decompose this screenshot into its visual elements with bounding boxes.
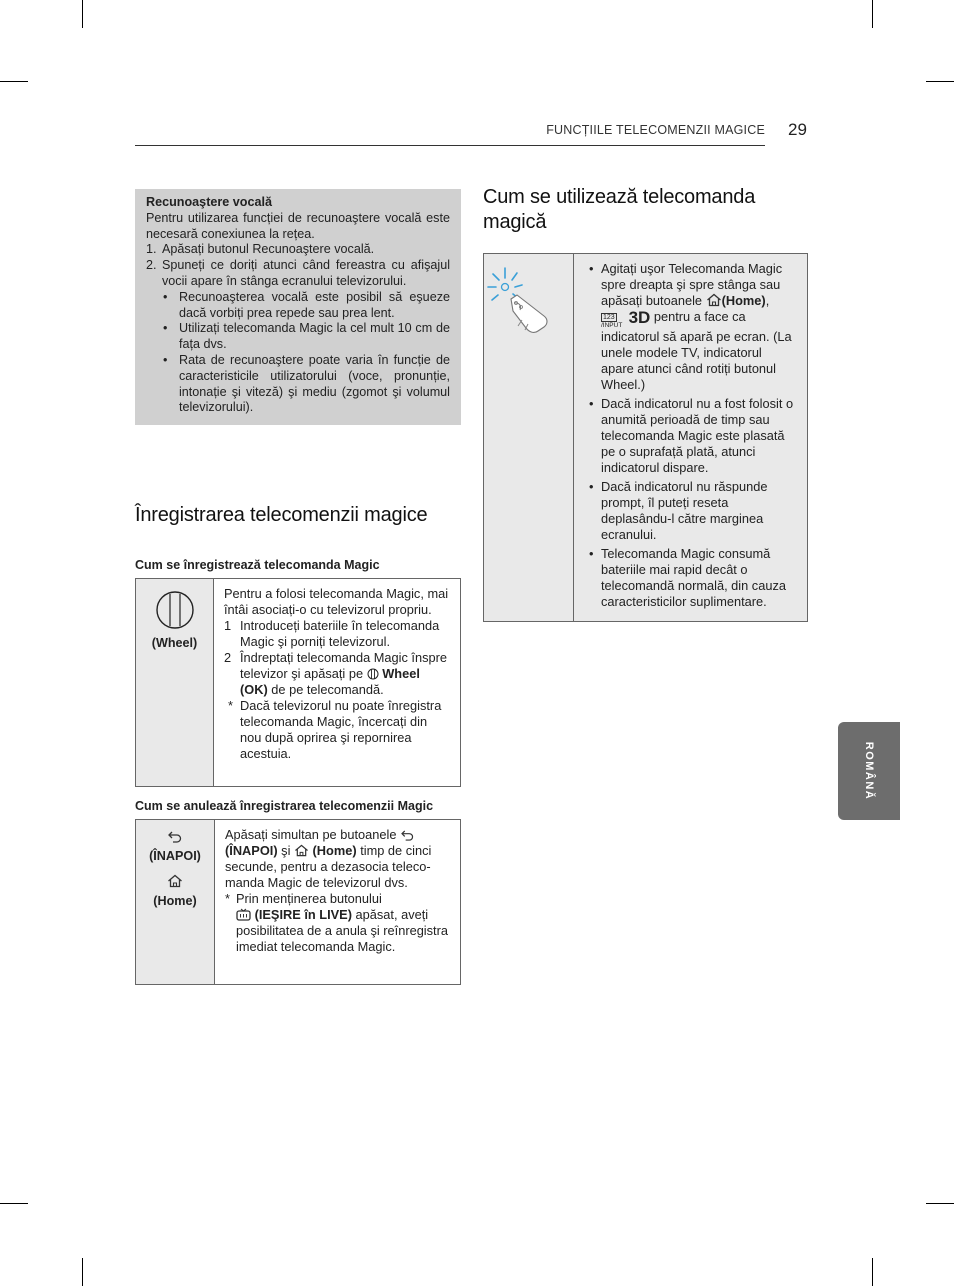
list-item: • Recunoaşterea vocală este posibil să eşueze dacă vorbiți prea repede sau prea lent. <box>146 290 450 322</box>
home-icon <box>706 293 722 307</box>
wheel-icon <box>155 590 195 630</box>
list-item <box>146 242 450 258</box>
back-button-ref: (ÎNAPOI) <box>225 843 278 858</box>
crop-mark <box>926 81 954 82</box>
button-icons-cell <box>136 820 215 985</box>
note-text: apăsat, aveți posibilitatea de a anula şi reînregistra imediat telecomanda Magic. <box>236 907 448 954</box>
bullet-text: pentru a face ca indicatorul să apară pe ecran. (La unele modele TV, indicatorul apare atunci când rotiți butonul Wheel.) <box>601 309 792 392</box>
note-mark: * <box>228 698 233 713</box>
list-item: • Rata de recunoaştere poate varia în funcție de caracteristicile utilizatorului (voce, pronunție, intonație şi viteză) şi mediu (zgomot şi volumul televizorului). <box>146 353 450 416</box>
cancel-text <box>225 827 450 891</box>
voice-box-intro: Pentru utilizarea funcției de recunoaştere vocală este necesară conexiunea la rețea. <box>146 210 450 241</box>
header-divider <box>135 145 765 146</box>
list-item: • Telecomanda Magic consumă bateriile mai rapid decât o telecomandă normală, din cauza caracteristicilor suplimentare. <box>589 546 795 610</box>
step-number: 1. <box>146 242 157 257</box>
back-icon <box>167 831 183 843</box>
header-title: FUNCȚIILE TELECOMENZII MAGICE <box>546 123 765 137</box>
cancel-text-part: Apăsați simultan pe butoanele <box>225 827 397 842</box>
list-item <box>224 698 450 762</box>
crop-mark <box>872 1258 873 1286</box>
step-text: Introduceți bateriile în telecomanda Magic şi porniți televizorul. <box>240 618 440 649</box>
usage-instructions <box>574 254 808 622</box>
step-text: Apăsați butonul Recunoaştere vocală. <box>162 242 375 257</box>
input-button-icon <box>601 313 625 329</box>
home-icon <box>294 844 309 857</box>
step-text: Îndreptați telecomanda Magic înspre televizor şi apăsați pe <box>240 650 447 681</box>
register-table <box>135 578 461 787</box>
crop-mark <box>0 1203 28 1204</box>
step-number: 2. <box>146 258 157 273</box>
crop-mark <box>872 0 873 28</box>
wheel-label: (Wheel) <box>151 636 198 650</box>
cancel-text-part: şi <box>281 843 291 858</box>
note-text: Prin menținerea butonului <box>236 891 382 906</box>
language-label: ROMÂNĂ <box>863 741 875 801</box>
voice-steps <box>146 242 450 289</box>
step-text: de pe telecomandă. <box>271 682 384 697</box>
list-item: • Utilizați telecomanda Magic la cel mult 10 cm de fața dvs. <box>146 321 450 353</box>
language-tab <box>838 722 900 820</box>
heading-line: magică <box>483 211 547 233</box>
home-button-ref: (Home) <box>721 293 766 308</box>
subheading-register: Cum se înregistrează telecomanda Magic <box>135 558 380 572</box>
home-label: (Home) <box>153 894 197 908</box>
list-item: • Dacă indicatorul nu răspunde prompt, îl puteți reseta deplasându-l către marginea ecranului. <box>589 479 795 543</box>
note-mark: * <box>225 891 230 906</box>
unregister-instructions <box>215 820 461 985</box>
subheading-unregister: Cum se anulează înregistrarea telecomenzii Magic <box>135 799 434 813</box>
page-number: 29 <box>788 120 807 139</box>
list-item <box>224 618 450 650</box>
number-icon: 123 <box>603 314 615 321</box>
step-number: 1 <box>224 618 232 633</box>
voice-recognition-box <box>135 189 461 425</box>
input-label: /INPUT <box>601 322 623 329</box>
live-button-ref: (IEŞIRE în LIVE) <box>254 907 352 922</box>
remote-image-cell <box>484 254 574 622</box>
cancel-text-part: timp de cinci secunde, pentru a dezasocia teleco-manda Magic de televizorul dvs. <box>225 843 432 890</box>
list-item: • Dacă indicatorul nu a fost folosit o anumită perioadă de timp sau telecomanda Magic este plasată pe o suprafață plată, atunci indicatorul dispare. <box>589 396 795 476</box>
register-instructions <box>214 579 461 787</box>
crop-mark <box>82 1258 83 1286</box>
register-intro: Pentru a folosi telecomanda Magic, mai întâi asociați-o cu televizorul propriu. <box>224 586 449 617</box>
step-number: 2 <box>224 650 232 665</box>
crop-mark <box>0 81 28 82</box>
section-heading-register: Înregistrarea telecomenzii magice <box>135 504 428 526</box>
wheel-ok-label: Wheel (OK) <box>240 666 420 697</box>
usage-bullets <box>589 261 795 610</box>
note-text: Dacă televizorul nu poate înregistra telecomanda Magic, încercați din nou după oprirea şi repornirea acestuia. <box>240 698 442 761</box>
voice-box-title: Recunoaştere vocală <box>146 195 272 209</box>
step-text: Spuneți ce doriți atunci când fereastra cu afişajul vocii apare în stânga ecranului televizorului. <box>162 258 450 288</box>
home-icon <box>167 874 183 888</box>
remote-shake-icon <box>484 254 572 338</box>
3d-icon: 3D <box>628 308 651 327</box>
live-tv-icon <box>236 908 251 921</box>
usage-table <box>483 253 808 622</box>
voice-bullets <box>146 290 450 416</box>
list-item <box>146 258 450 290</box>
home-button-ref: (Home) <box>312 843 357 858</box>
wheel-cell <box>136 579 214 787</box>
list-item <box>225 891 450 955</box>
wheel-icon <box>367 668 379 680</box>
crop-mark <box>82 0 83 28</box>
back-label: (ÎNAPOI) <box>149 849 201 863</box>
list-item <box>224 650 450 698</box>
list-item: • Agitați uşor Telecomanda Magic spre dreapta şi spre stânga sau apăsați butoanele (Home), 123 /INPUT 3D pentru a face ca indicatorul să apară pe ecran. (La unele modele TV, indicatorul apare atunci când rotiți butonul Wheel.) <box>589 261 795 393</box>
back-icon <box>400 830 415 841</box>
crop-mark <box>926 1203 954 1204</box>
section-heading-use <box>483 185 755 235</box>
heading-line: Cum se utilizează telecomanda <box>483 186 756 208</box>
bullet-text: Agitați uşor Telecomanda Magic spre dreapta şi spre stânga sau apăsați butoanele <box>601 261 783 308</box>
unregister-table <box>135 819 461 985</box>
